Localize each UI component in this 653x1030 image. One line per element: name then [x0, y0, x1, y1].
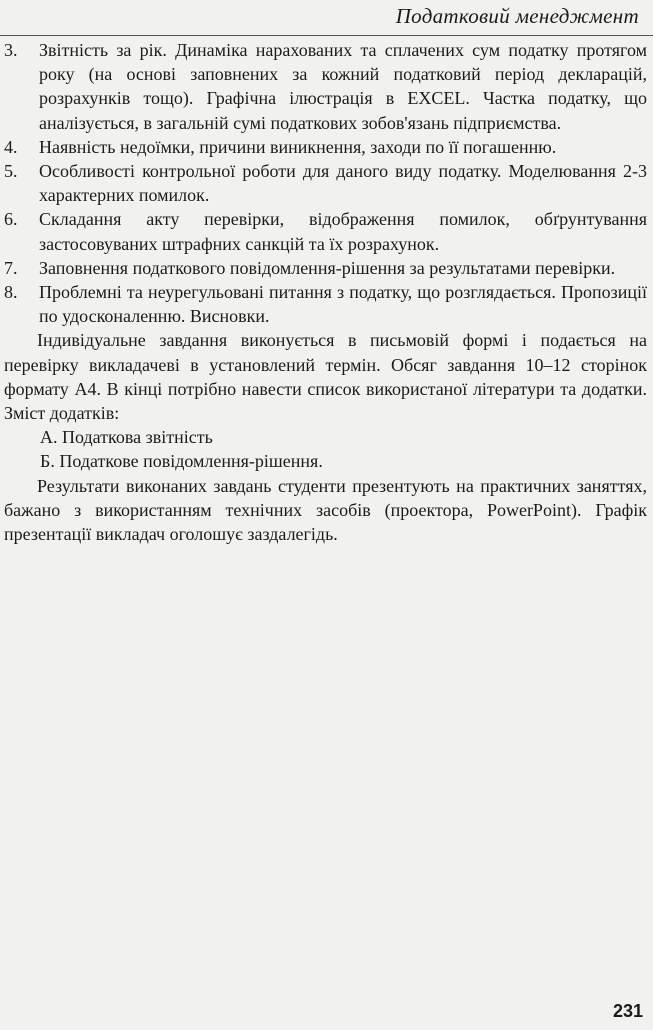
- list-item-text: Звітність за рік. Динаміка нарахованих та сплачених сум податку протягом року (на основі заповнених за кожний податковий період декларацій, розрахунків тощо). Графічна ілюстрація в EXCEL. Частка податку, що аналізується, в загальній сумі податкових зобов'язань підприємства.: [39, 40, 647, 133]
- list-item-text: Складання акту перевірки, відображення помилок, обґрунтування застосовуваних штрафних санкцій та їх розрахунок.: [39, 209, 647, 254]
- list-item: [4, 135, 647, 159]
- list-item: [4, 38, 647, 135]
- list-item-text: Проблемні та неурегульовані питання з податку, що розглядається. Пропозиції по удосконаленню. Висновки.: [39, 282, 647, 327]
- list-item-number: 4.: [4, 136, 18, 157]
- list-item-number: 7.: [4, 257, 18, 278]
- list-item: [4, 256, 647, 280]
- page-number: 231: [612, 1001, 643, 1021]
- annex-a: А. Податкова звітність: [40, 427, 213, 448]
- list-item: [4, 159, 647, 207]
- list-item-text: Особливості контрольної роботи для даного виду податку. Моделювання 2-3 характерних помилок.: [39, 161, 647, 206]
- list-item-text: Наявність недоїмки, причини виникнення, заходи по її погашенню.: [39, 136, 557, 157]
- header-rule: [0, 35, 653, 36]
- page-body: [4, 38, 647, 546]
- list-item-text: Заповнення податкового повідомлення-рішення за результатами перевірки.: [39, 257, 616, 278]
- running-header: Податковий менеджмент: [395, 4, 639, 28]
- list-item-number: 5.: [4, 161, 18, 182]
- paragraph-presentation: Результати виконаних завдань студенти презентують на практичних заняттях, бажано з використанням технічних засобів (проектора, PowerPoint). Графік презентації викладач оголошує заздалегідь.: [4, 475, 647, 545]
- paragraph-assignment: Індивідуальне завдання виконується в письмовій формі і подається на перевірку викладачеві в установлений термін. Обсяг завдання 10–12 сторінок формату А4. В кінці потрібно навести список використаної літератури та додатки. Зміст додатків:: [4, 330, 647, 424]
- list-item-number: 6.: [4, 209, 18, 230]
- annex-b: Б. Податкове повідомлення-рішення.: [40, 451, 323, 472]
- list-item-number: 8.: [4, 282, 18, 303]
- list-item: [4, 280, 647, 328]
- list-item: [4, 207, 647, 255]
- list-item-number: 3.: [4, 40, 18, 60]
